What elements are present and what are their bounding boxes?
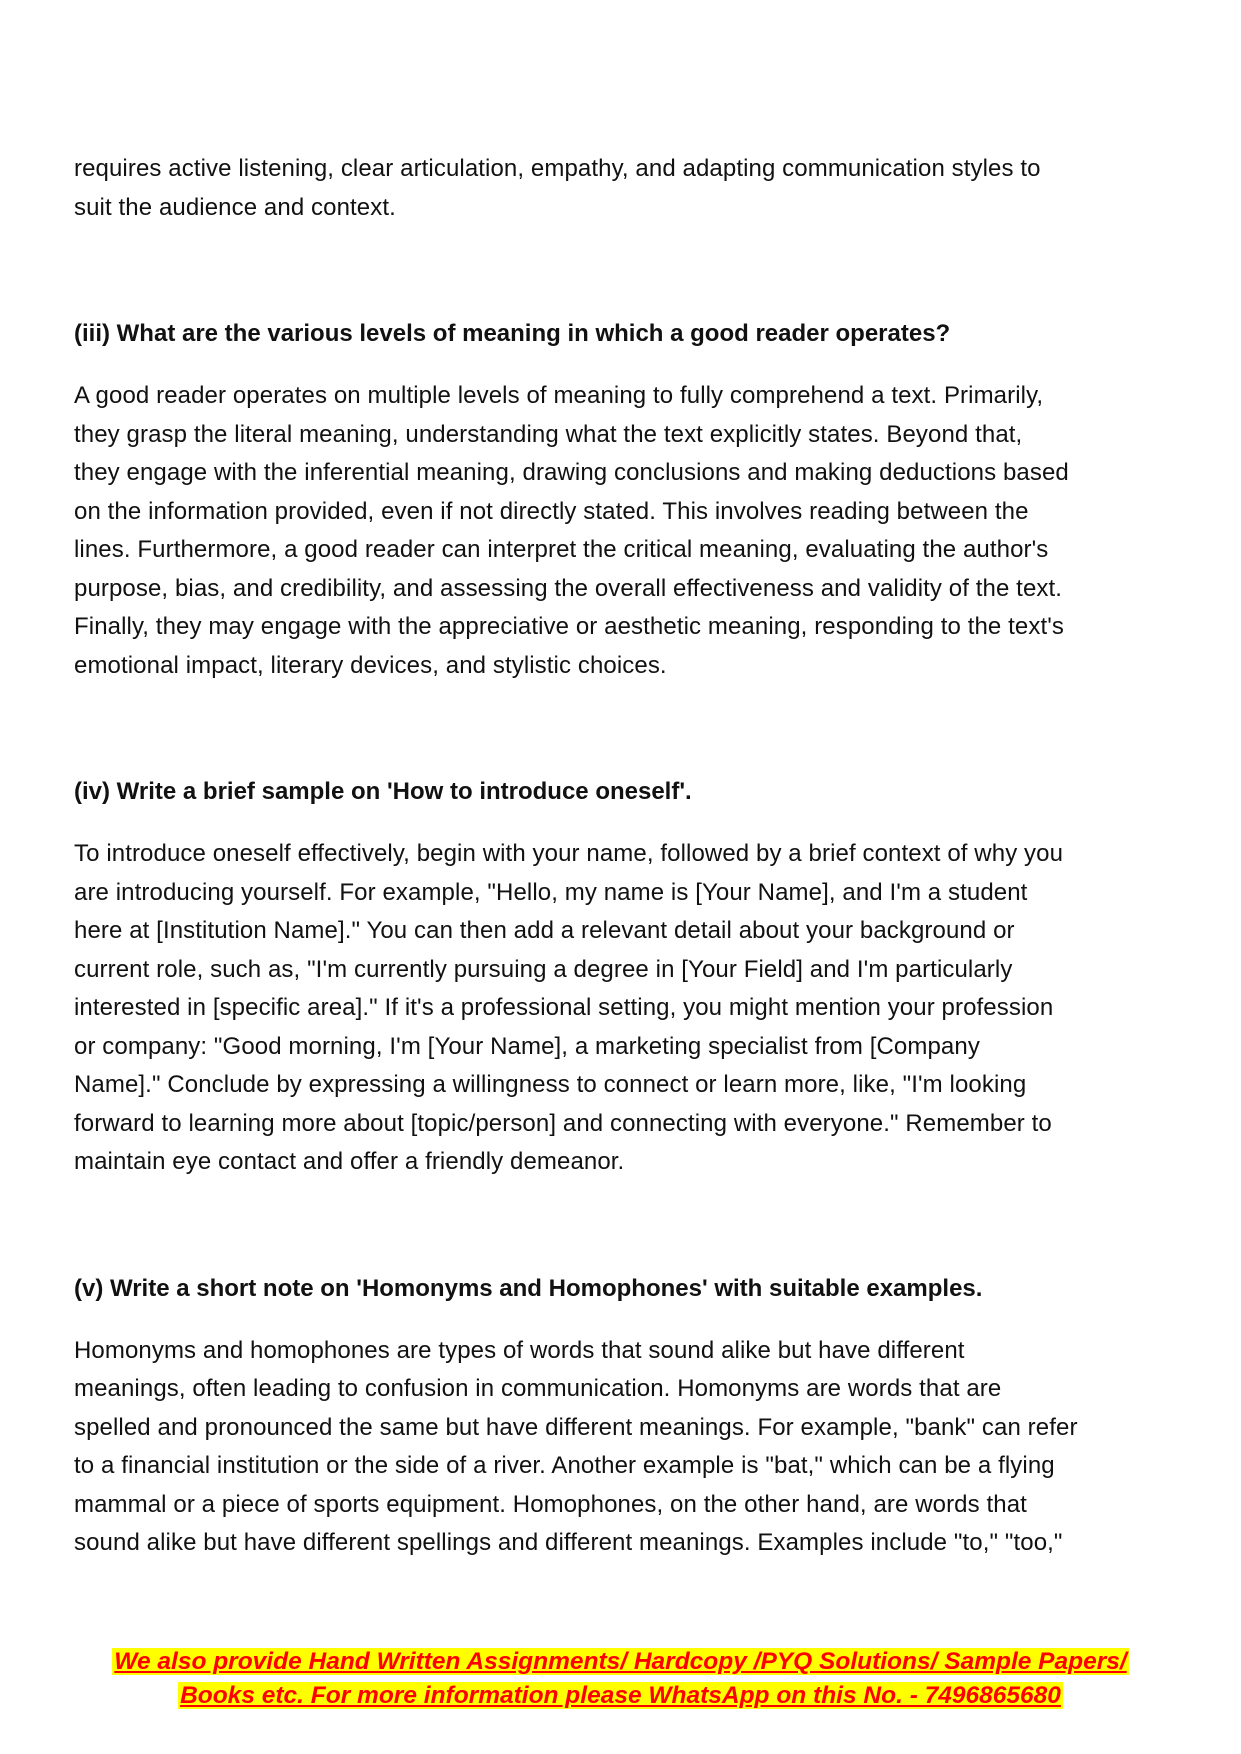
promo-line-1: We also provide Hand Written Assignments/ Hardcopy /PYQ Solutions/ Sample Papers/ — [114, 1648, 1127, 1675]
intro-paragraph: requires active listening, clear articulation, empathy, and adapting communication styles to suit the audience and context. — [74, 155, 1041, 221]
question-iii-answer: A good reader operates on multiple levels of meaning to fully comprehend a text. Primarily, they grasp the literal meaning, understanding what the text explicitly states. Beyond that, they engage with the inferential meaning, drawing conclusions and making deductions based on the information provided, even if not directly stated. This involves reading between the lines. Furthermore, a good reader can interpret the critical meaning, evaluating the author's purpose, bias, and credibility, and assessing the overall effectiveness and validity of the text. Finally, they may engage with the appreciative or aesthetic meaning, responding to the text's emotional impact, literary devices, and stylistic choices. — [74, 382, 1069, 679]
question-v-answer: Homonyms and homophones are types of words that sound alike but have different meanings, often leading to confusion in communication. Homonyms are words that are spelled and pronounced the same but have different meanings. For example, "bank" can refer to a financial institution or the side of a river. Another example is "bat," which can be a flying mammal or a piece of sports equipment. Homophones, on the other hand, are words that sound alike but have different spellings and different meanings. Examples include "to," "too," — [74, 1336, 1078, 1556]
question-iv-section — [74, 773, 1174, 1182]
question-iv-answer: To introduce oneself effectively, begin with your name, followed by a brief context of why you are introducing yourself. For example, "Hello, my name is [Your Name], and I'm a student here at [Institution Name]." You can then add a relevant detail about your background or current role, such as, "I'm currently pursuing a degree in [Your Field] and I'm particularly interested in [specific area]." If it's a professional setting, you might mention your profession or company: "Good morning, I'm [Your Name], a marketing specialist from [Company Name]." Conclude by expressing a willingness to connect or learn more, like, "I'm looking forward to learning more about [topic/person] and connecting with everyone." Remember to maintain eye contact and offer a friendly demeanor. — [74, 840, 1064, 1175]
promo-footer — [0, 1645, 1241, 1713]
document-page — [74, 150, 1174, 1563]
question-iii-section — [74, 315, 1174, 685]
question-iv-heading: (iv) Write a brief sample on 'How to introduce oneself'. — [74, 778, 692, 805]
promo-line-2: Books etc. For more information please WhatsApp on this No. - 7496865680 — [180, 1682, 1061, 1709]
question-iii-heading: (iii) What are the various levels of meaning in which a good reader operates? — [74, 320, 951, 347]
question-v-heading: (v) Write a short note on 'Homonyms and Homophones' with suitable examples. — [74, 1274, 983, 1302]
question-v-section — [74, 1270, 1174, 1563]
